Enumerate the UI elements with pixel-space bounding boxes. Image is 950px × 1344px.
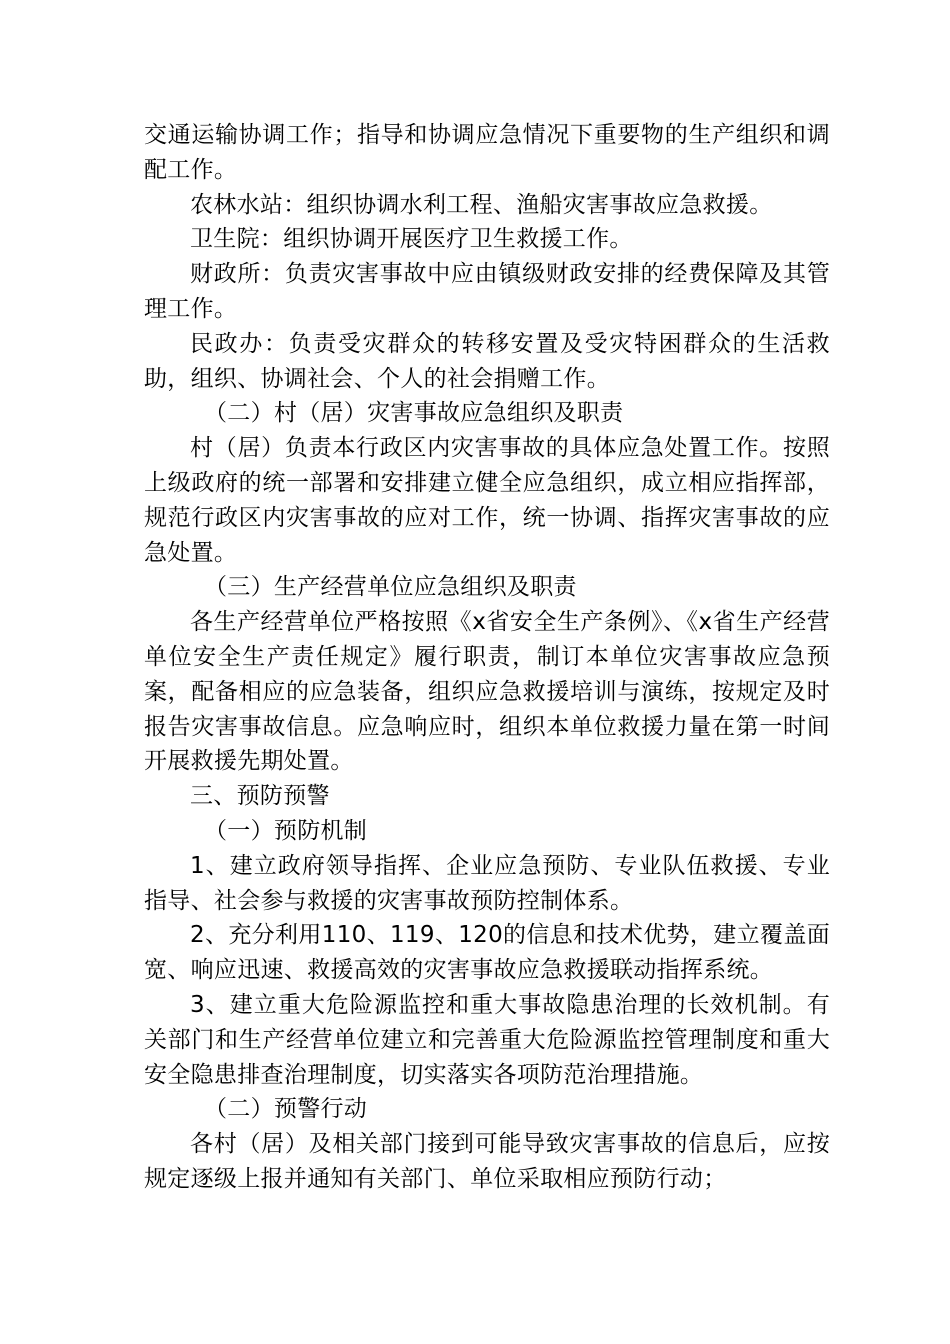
list-item-1: 1、建立政府领导指挥、企业应急预防、专业队伍救援、专业指导、社会参与救援的灾害事故预防控制体系。 (144, 852, 830, 914)
subheading-business-organization: （三）生产经营单位应急组织及职责 (204, 574, 577, 601)
paragraph-warning-action: 各村（居）及相关部门接到可能导致灾害事故的信息后，应按规定逐级上报并通知有关部门、单位采取相应预防行动； (144, 1131, 830, 1192)
list-item-3: 3、建立重大危险源监控和重大事故隐患治理的长效机制。有关部门和生产经营单位建立和完善重大危险源监控管理制度和重大安全隐患排查治理制度，切实落实各项防范治理措施。 (144, 991, 830, 1088)
subheading-warning-action: （二）预警行动 (204, 1096, 368, 1123)
subheading-village-organization: （二）村（居）灾害事故应急组织及职责 (204, 400, 624, 427)
list-item-2: 2、充分利用110、119、120的信息和技术优势，建立覆盖面宽、响应迅速、救援高效的灾害事故应急救援联动指挥系统。 (144, 922, 830, 984)
paragraph-civil-affairs: 民政办：负责受灾群众的转移安置及受灾特困群众的生活救助，组织、协调社会、个人的社会捐赠工作。 (144, 330, 830, 392)
paragraph-continuation: 交通运输协调工作；指导和协调应急情况下重要物的生产组织和调配工作。 (144, 122, 830, 183)
paragraph-village-duties: 村（居）负责本行政区内灾害事故的具体应急处置工作。按照上级政府的统一部署和安排建立健全应急组织，成立相应指挥部，规范行政区内灾害事故的应对工作，统一协调、指挥灾害事故的应急处置。 (144, 435, 830, 566)
paragraph-business-duties: 各生产经营单位严格按照《x省安全生产条例》、《x省生产经营单位安全生产责任规定》履行职责，制订本单位灾害事故应急预案，配备相应的应急装备，组织应急救援培训与演练，按规定及时报告灾害事故信息。应急响应时，组织本单位救援力量在第一时间开展救援先期处置。 (144, 609, 830, 775)
paragraph-health-center: 卫生院：组织协调开展医疗卫生救援工作。 (190, 226, 633, 253)
subheading-prevention-mechanism: （一）预防机制 (204, 817, 368, 844)
paragraph-agriculture-station: 农林水站：组织协调水利工程、渔船灾害事故应急救援。 (190, 191, 773, 218)
section-heading-prevention-warning: 三、预防预警 (190, 783, 330, 810)
paragraph-finance-office: 财政所：负责灾害事故中应由镇级财政安排的经费保障及其管理工作。 (144, 261, 830, 322)
